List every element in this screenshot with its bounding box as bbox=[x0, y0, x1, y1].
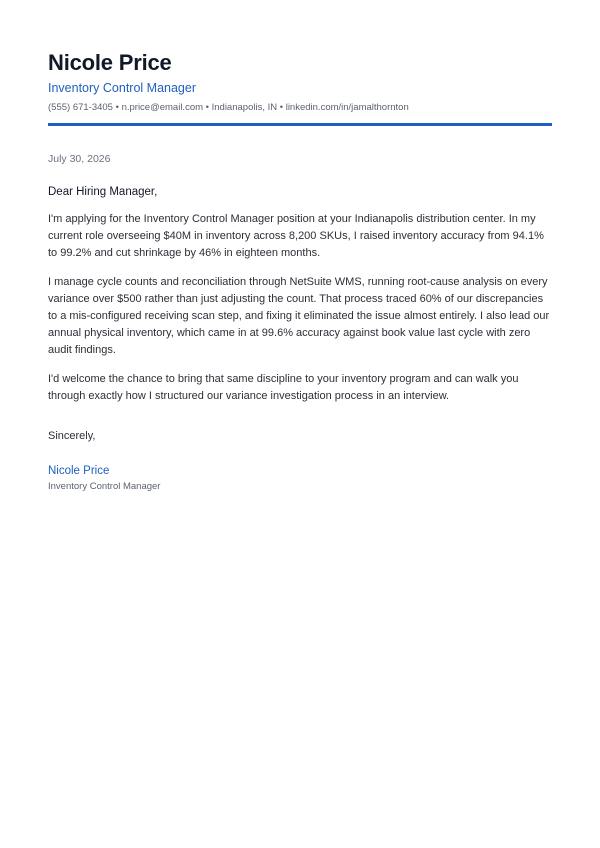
salutation: Dear Hiring Manager, bbox=[48, 186, 158, 198]
letter-date: July 30, 2026 bbox=[48, 153, 111, 165]
body-paragraph-1: I'm applying for the Inventory Control Manager position at your Indianapolis distribution center. In my current role overseeing $40M in inventory across 8,200 SKUs, I raised inventory accuracy from 94.1% to 99.2% and cut shrinkage by 46% in eighteen months. bbox=[48, 213, 544, 259]
signature-name: Nicole Price bbox=[48, 465, 110, 477]
applicant-title: Inventory Control Manager bbox=[48, 81, 196, 95]
signature-title: Inventory Control Manager bbox=[48, 481, 161, 492]
body-paragraph-3: I'd welcome the chance to bring that same discipline to your inventory program and can walk you through exactly how I structured our variance investigation process in an interview. bbox=[48, 373, 519, 402]
header-divider bbox=[48, 123, 552, 126]
applicant-name: Nicole Price bbox=[48, 50, 172, 75]
body-paragraph-2: I manage cycle counts and reconciliation through NetSuite WMS, running root-cause analysis on every variance over $500 rather than just adjusting the count. That process traced 60% of our discrepancies to a mis-configured receiving scan step, and fixing it eliminated the issue almost entirely. I also lead our annual physical inventory, which came in at 99.6% accuracy against book value last cycle with zero audit findings. bbox=[48, 276, 550, 356]
closing: Sincerely, bbox=[48, 430, 96, 442]
contact-line: (555) 671-3405 • n.price@email.com • Indianapolis, IN • linkedin.com/in/jamalthornton bbox=[48, 102, 409, 113]
